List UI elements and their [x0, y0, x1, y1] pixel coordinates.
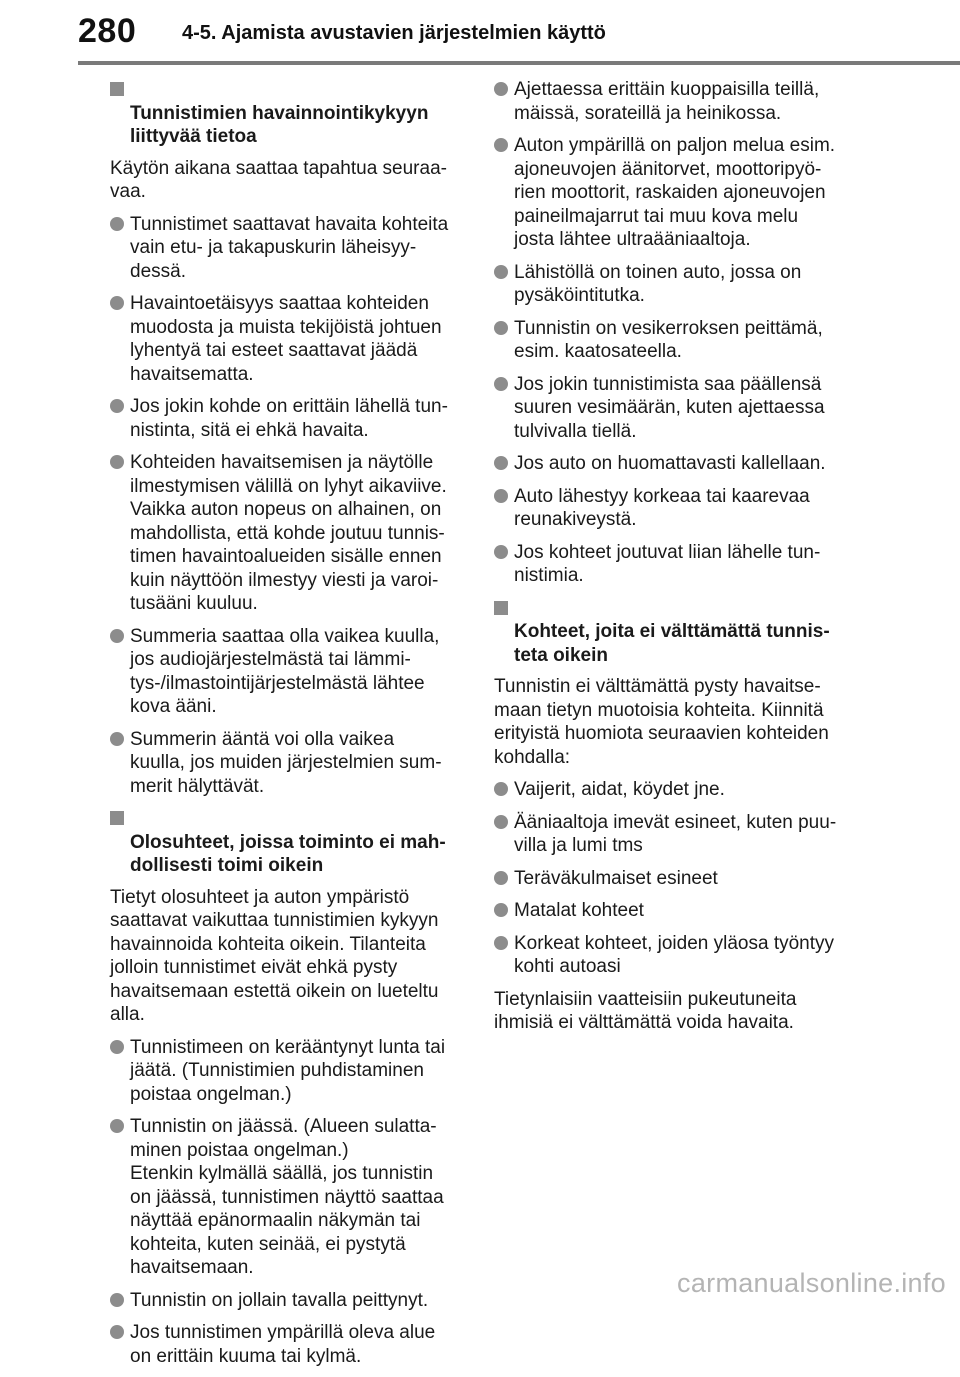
list-item [494, 373, 850, 444]
section-heading-conditions [110, 807, 466, 878]
section-intro: Käytön aikana saattaa tapahtua seuraa- vaa. [110, 157, 447, 202]
list-item [110, 728, 466, 799]
list-item [494, 899, 850, 923]
round-bullet-icon [494, 321, 508, 335]
round-bullet-icon [494, 545, 508, 559]
section-outro: Tietynlaisiin vaatteisiin pukeutuneita ihmisiä ei välttämättä voida havaita. [494, 988, 797, 1033]
section-heading-text: Tunnistimien havainnointikykyyn liittyvää tietoa [130, 102, 429, 147]
list-item-text: Jos tunnistimen ympärillä oleva alue on erittäin kuuma tai kylmä. [130, 1322, 436, 1367]
round-bullet-icon [494, 265, 508, 279]
list-item [110, 1289, 466, 1313]
round-bullet-icon [494, 82, 508, 96]
section-heading-text: Kohteet, joita ei välttämättä tunnis- teta oikein [514, 621, 830, 666]
section-heading-objects [494, 597, 850, 668]
list-item [110, 395, 466, 442]
round-bullet-icon [110, 732, 124, 746]
round-bullet-icon [494, 903, 508, 917]
list-item [494, 932, 850, 979]
page-number: 280 [78, 12, 137, 50]
list-item-text: Jos kohteet joutuvat liian lähelle tun- nistimia. [514, 541, 821, 586]
list-item-text: Jos jokin kohde on erittäin lähellä tun- nistinta, sitä ei ehkä havaita. [130, 396, 448, 441]
list-item [494, 811, 850, 858]
list-item [110, 1036, 466, 1107]
list-item-text: Ajettaessa erittäin kuoppaisilla teillä, mäissä, sorateillä ja heinikossa. [514, 79, 820, 124]
list-item-text: Korkeat kohteet, joiden yläosa työntyy kohti autoasi [514, 932, 835, 977]
list-item [494, 778, 850, 802]
chapter-title: 4-5. Ajamista avustavien järjestelmien käyttö [182, 22, 606, 44]
round-bullet-icon [494, 489, 508, 503]
section-intro: Tietyt olosuhteet ja auton ympäristö saattavat vaikuttaa tunnistimien kykyyn havainnoida kohteita oikein. Tilanteita jolloin tunnistimet eivät ehkä pysty havaitsemaan estettä oikein on lueteltu alla. [110, 886, 439, 1025]
round-bullet-icon [110, 1119, 124, 1133]
list-item [110, 1115, 466, 1280]
right-column [494, 78, 850, 1044]
round-bullet-icon [110, 1040, 124, 1054]
round-bullet-icon [110, 1325, 124, 1339]
round-bullet-icon [110, 217, 124, 231]
list-item [494, 867, 850, 891]
list-item [110, 451, 466, 616]
list-item-text: Tunnistin on jollain tavalla peittynyt. [130, 1289, 429, 1311]
list-item-text: Summerin ääntä voi olla vaikea kuulla, jos muiden järjestelmien sum- merit hälyttävät. [130, 728, 442, 797]
list-item-text: Tunnistin on jäässä. (Alueen sulatta- minen poistaa ongelman.) Etenkin kylmällä säällä, jos tunnistin on jäässä, tunnistimen näyttö saattaa näyttää epänormaalin näkymän tai kohteita, kuten seinää, ei pystytä havaitsemaan. [130, 1116, 444, 1278]
list-item-text: Matalat kohteet [514, 900, 644, 921]
round-bullet-icon [494, 871, 508, 885]
list-item [110, 625, 466, 719]
watermark: carmanualsonline.info [677, 1268, 946, 1298]
list-item-text: Teräväkulmaiset esineet [514, 867, 718, 889]
square-bullet-icon [110, 82, 124, 96]
list-item-text: Auton ympärillä on paljon melua esim. ajoneuvojen äänitorvet, moottoripyö- rien moottorit, raskaiden ajoneuvojen paineilmajarrut tai muu kova melu josta lähtee ultraääniaaltoja. [514, 135, 836, 250]
list-item-text: Jos auto on huomattavasti kallellaan. [514, 453, 826, 474]
list-item-text: Tunnistin on vesikerroksen peittämä, esim. kaatosateella. [514, 317, 823, 362]
round-bullet-icon [110, 1293, 124, 1307]
left-column [110, 78, 466, 1377]
round-bullet-icon [494, 936, 508, 950]
round-bullet-icon [494, 456, 508, 470]
round-bullet-icon [494, 782, 508, 796]
list-item [110, 292, 466, 386]
list-item [494, 541, 850, 588]
round-bullet-icon [110, 455, 124, 469]
list-item-text: Kohteiden havaitsemisen ja näytölle ilmestymisen välillä on lyhyt aikaviive. Vaikka auton nopeus on alhainen, on mahdollista, että kohde joutuu tunnis- timen havaintoalueiden sisälle ennen kuin näyttöön ilmestyy viesti ja varoi- tusääni kuuluu. [130, 452, 447, 614]
list-item [110, 1321, 466, 1368]
square-bullet-icon [110, 811, 124, 825]
square-bullet-icon [494, 601, 508, 615]
section-intro: Tunnistin ei välttämättä pysty havaitse- maan tietyn muotoisia kohteita. Kiinnitä erityistä huomiota seuraavien kohteiden kohdalla: [494, 676, 829, 768]
list-item [494, 317, 850, 364]
list-item [494, 261, 850, 308]
round-bullet-icon [494, 377, 508, 391]
list-item-text: Auto lähestyy korkeaa tai kaarevaa reunakiveystä. [514, 485, 810, 530]
list-item [494, 485, 850, 532]
round-bullet-icon [494, 138, 508, 152]
list-item-text: Tunnistimet saattavat havaita kohteita vain etu- ja takapuskurin läheisyy- dessä. [130, 213, 449, 282]
list-item [494, 452, 850, 476]
list-item-text: Jos jokin tunnistimista saa päällensä suuren vesimäärän, kuten ajettaessa tulvivalla tiellä. [514, 373, 825, 442]
list-item-text: Summeria saattaa olla vaikea kuulla, jos audiojärjestelmästä tai lämmi- tys-/ilmastointijärjestelmästä lähtee kova ääni. [130, 625, 440, 717]
section-heading-sensor-info [110, 78, 466, 149]
round-bullet-icon [110, 399, 124, 413]
header-divider [78, 61, 960, 65]
list-item-text: Havaintoetäisyys saattaa kohteiden muodosta ja muista tekijöistä johtuen lyhentyä tai esteet saattavat jäädä havaitsematta. [130, 293, 442, 385]
list-item-text: Lähistöllä on toinen auto, jossa on pysäköintitutka. [514, 261, 802, 306]
list-item [110, 213, 466, 284]
round-bullet-icon [110, 296, 124, 310]
page-header [0, 0, 960, 64]
list-item [494, 134, 850, 252]
round-bullet-icon [110, 629, 124, 643]
round-bullet-icon [494, 815, 508, 829]
list-item [494, 78, 850, 125]
section-heading-text: Olosuhteet, joissa toiminto ei mah- dollisesti toimi oikein [130, 831, 446, 876]
list-item-text: Tunnistimeen on kerääntynyt lunta tai jäätä. (Tunnistimien puhdistaminen poistaa ongelman.) [130, 1036, 446, 1105]
list-item-text: Vaijerit, aidat, köydet jne. [514, 779, 725, 800]
list-item-text: Ääniaaltoja imevät esineet, kuten puu- villa ja lumi tms [514, 811, 837, 856]
